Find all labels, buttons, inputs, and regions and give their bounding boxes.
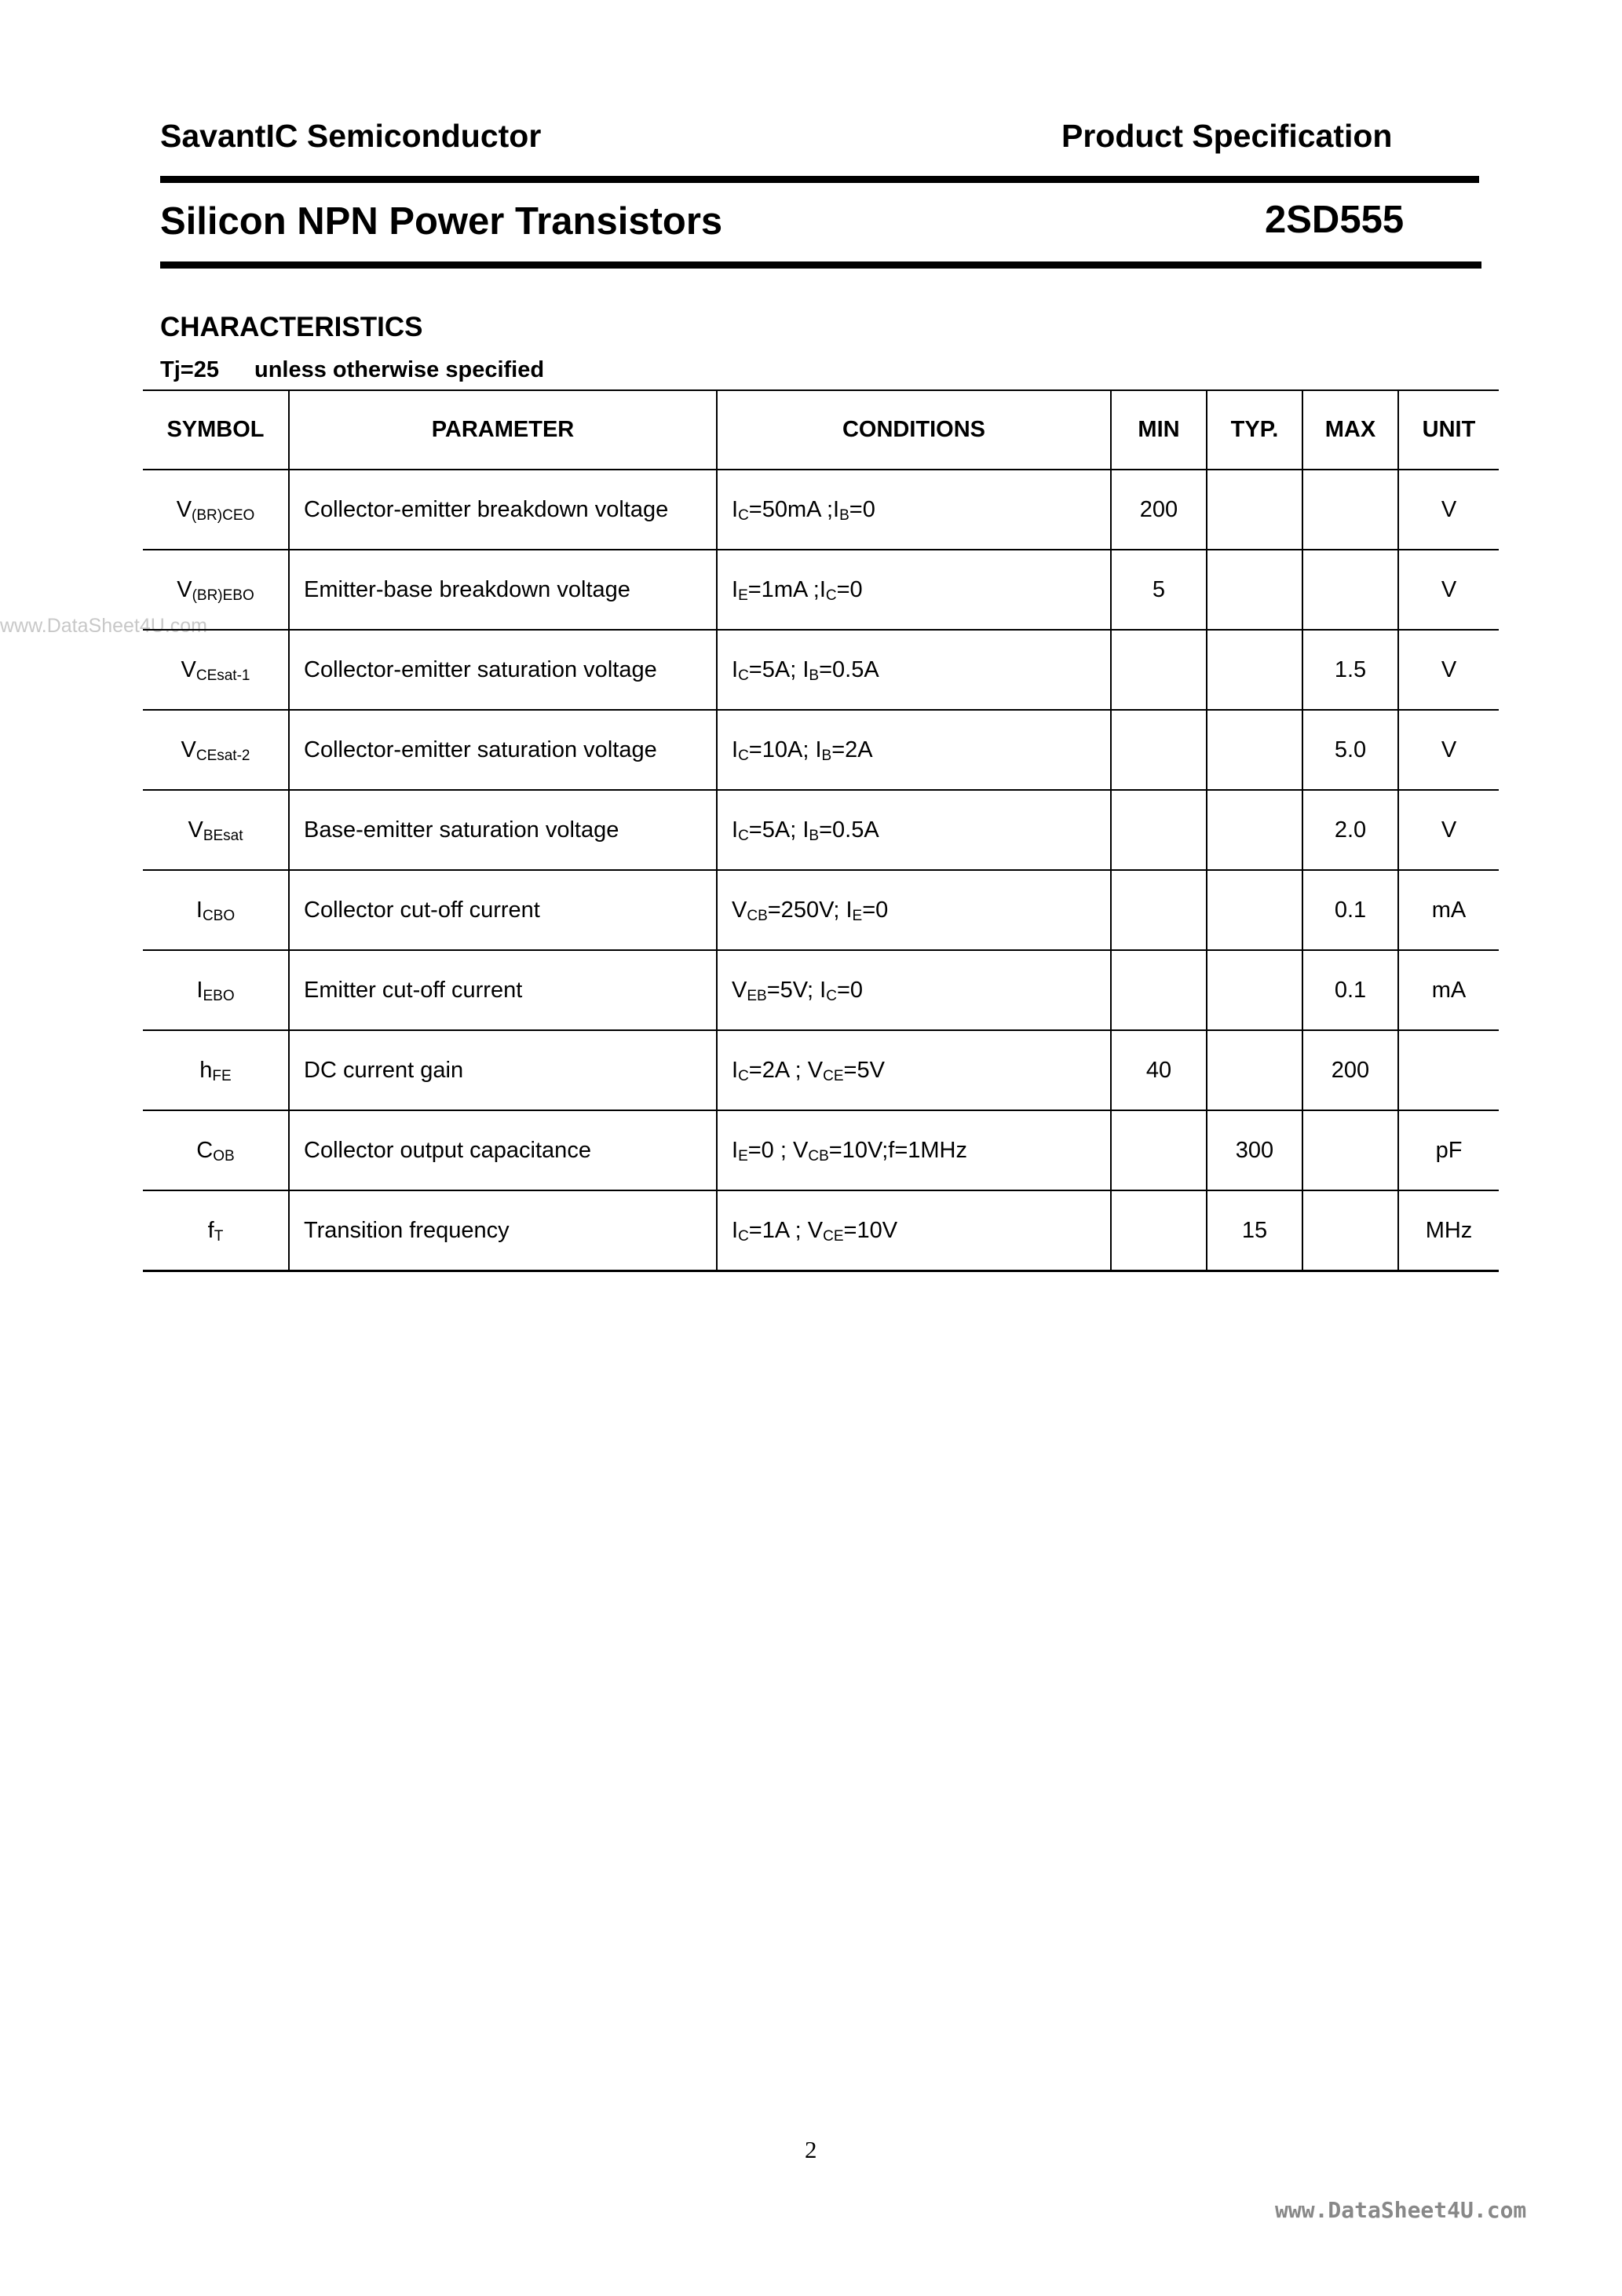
symbol-base: f (207, 1217, 214, 1243)
condition-symbol: I (820, 977, 827, 1003)
condition-value: =5V (843, 1057, 885, 1083)
parameter-cell: Base-emitter saturation voltage (289, 790, 717, 870)
min-cell (1111, 1110, 1207, 1190)
condition-symbol: I (732, 737, 739, 762)
condition-subscript: C (738, 827, 749, 844)
symbol-cell (143, 870, 289, 950)
footer-watermark[interactable]: www.DataSheet4U.com (1275, 2197, 1527, 2223)
symbol-subscript: CBO (202, 907, 236, 924)
unit-cell: mA (1398, 870, 1499, 950)
symbol-subscript: OB (213, 1147, 235, 1164)
table-row (143, 550, 1499, 630)
unit-cell (1398, 1030, 1499, 1110)
condition-value: =0 ; (747, 1137, 793, 1163)
conditions-cell (717, 550, 1111, 630)
min-cell (1111, 710, 1207, 790)
min-cell (1111, 1190, 1207, 1271)
symbol-subscript: EBO (203, 987, 235, 1004)
min-cell (1111, 630, 1207, 710)
symbol-base: V (181, 737, 196, 762)
table-row (143, 790, 1499, 870)
condition-value: =10A; (748, 737, 816, 762)
symbol-cell (143, 470, 289, 550)
table-row (143, 710, 1499, 790)
symbol-base: h (199, 1057, 213, 1083)
unit-cell: pF (1398, 1110, 1499, 1190)
condition-subscript: CB (747, 907, 768, 924)
symbol-base: V (177, 576, 192, 602)
parameter-cell: Transition frequency (289, 1190, 717, 1271)
condition-value: =5V; (766, 977, 820, 1003)
min-cell: 5 (1111, 550, 1207, 630)
side-watermark[interactable]: www.DataSheet4U.com (0, 615, 208, 637)
condition-symbol: V (793, 1137, 809, 1163)
symbol-subscript: CEsat-1 (195, 667, 250, 684)
condition-value: =5A; (748, 817, 803, 843)
conditions-cell (717, 870, 1111, 950)
table-row (143, 470, 1499, 550)
condition-value: =1A ; (748, 1217, 808, 1243)
table-row (143, 1190, 1499, 1271)
condition-symbol: I (732, 817, 739, 843)
condition-symbol: V (732, 897, 747, 923)
typ-cell (1207, 550, 1302, 630)
condition-subscript: C (738, 667, 749, 684)
min-cell: 200 (1111, 470, 1207, 550)
max-cell: 5.0 (1302, 710, 1398, 790)
table-header-row (143, 390, 1499, 470)
symbol-cell (143, 1110, 289, 1190)
condition-value: =10V;f=1MHz (828, 1137, 967, 1163)
typ-cell (1207, 630, 1302, 710)
table-row (143, 1110, 1499, 1190)
min-cell (1111, 950, 1207, 1030)
conditions-cell (717, 630, 1111, 710)
parameter-cell: Emitter-base breakdown voltage (289, 550, 717, 630)
condition-subscript: C (825, 587, 837, 604)
symbol-subscript: (BR)CEO (192, 506, 255, 524)
symbol-cell (143, 1030, 289, 1110)
condition-value: =0.5A (819, 656, 879, 682)
condition-symbol: I (846, 897, 853, 923)
condition-subscript: C (738, 506, 749, 524)
condition-note: unless otherwise specified (254, 357, 545, 382)
typ-cell (1207, 710, 1302, 790)
symbol-cell (143, 790, 289, 870)
condition-symbol: V (807, 1057, 824, 1083)
conditions-cell (717, 470, 1111, 550)
document-type: Product Specification (1061, 118, 1393, 154)
max-cell: 0.1 (1302, 950, 1398, 1030)
condition-value: =250V; (767, 897, 846, 923)
conditions-cell (717, 710, 1111, 790)
unit-cell: V (1398, 710, 1499, 790)
condition-value: =5A; (748, 656, 803, 682)
max-cell: 200 (1302, 1030, 1398, 1110)
max-cell: 1.5 (1302, 630, 1398, 710)
unit-cell: V (1398, 550, 1499, 630)
symbol-subscript: FE (212, 1067, 232, 1084)
unit-cell: mA (1398, 950, 1499, 1030)
conditions-cell (717, 950, 1111, 1030)
parameter-cell: DC current gain (289, 1030, 717, 1110)
typ-cell (1207, 1030, 1302, 1110)
condition-subscript: E (738, 1147, 748, 1164)
condition-subscript: B (809, 827, 820, 844)
parameter-cell: Collector output capacitance (289, 1110, 717, 1190)
condition-symbol: I (815, 737, 822, 762)
unit-cell: V (1398, 470, 1499, 550)
col-header-typ: TYP. (1207, 390, 1302, 470)
condition-subscript: CB (808, 1147, 829, 1164)
header-bottom-rule (160, 261, 1481, 269)
symbol-base: V (181, 656, 196, 682)
page-number: 2 (805, 2136, 817, 2163)
table-row (143, 1030, 1499, 1110)
typ-cell (1207, 870, 1302, 950)
condition-symbol: I (833, 496, 840, 522)
symbol-base: I (196, 977, 203, 1003)
condition-subscript: E (738, 587, 748, 604)
conditions-cell (717, 1110, 1111, 1190)
col-header-parameter: PARAMETER (289, 390, 717, 470)
condition-symbol: I (802, 817, 809, 843)
condition-subscript: C (738, 747, 749, 764)
condition-symbol: I (732, 1137, 739, 1163)
symbol-cell (143, 950, 289, 1030)
col-header-conditions: CONDITIONS (717, 390, 1111, 470)
part-number: 2SD555 (1265, 199, 1405, 241)
unit-cell: V (1398, 630, 1499, 710)
typ-cell: 15 (1207, 1190, 1302, 1271)
parameter-cell: Collector-emitter saturation voltage (289, 630, 717, 710)
table-row (143, 950, 1499, 1030)
max-cell (1302, 550, 1398, 630)
symbol-subscript: (BR)EBO (192, 587, 254, 604)
condition-value: =0 (836, 977, 864, 1003)
unit-cell: MHz (1398, 1190, 1499, 1271)
symbol-base: C (196, 1137, 214, 1163)
typ-cell (1207, 470, 1302, 550)
parameter-cell: Collector cut-off current (289, 870, 717, 950)
parameter-cell: Collector-emitter breakdown voltage (289, 470, 717, 550)
condition-symbol: I (732, 576, 739, 602)
condition-value: =0 (836, 576, 863, 602)
condition-subscript: E (852, 907, 863, 924)
temperature-condition: Tj=25 (160, 357, 219, 382)
condition-subscript: C (738, 1067, 749, 1084)
parameter-cell: Emitter cut-off current (289, 950, 717, 1030)
condition-subscript: CE (823, 1227, 844, 1245)
condition-subscript: CE (823, 1067, 844, 1084)
min-cell (1111, 790, 1207, 870)
max-cell: 2.0 (1302, 790, 1398, 870)
symbol-subscript: CEsat-2 (195, 747, 250, 764)
symbol-base: V (188, 817, 203, 843)
symbol-subscript: T (214, 1227, 224, 1245)
min-cell (1111, 870, 1207, 950)
unit-cell: V (1398, 790, 1499, 870)
condition-subscript: B (839, 506, 849, 524)
table-row (143, 870, 1499, 950)
symbol-base: I (195, 897, 203, 923)
condition-symbol: I (732, 1057, 739, 1083)
condition-value: =0 (849, 496, 875, 522)
header-top-rule (160, 176, 1479, 183)
condition-subscript: C (738, 1227, 749, 1245)
product-line-title: Silicon NPN Power Transistors (160, 200, 723, 243)
condition-symbol: I (819, 576, 826, 602)
symbol-cell (143, 1190, 289, 1271)
section-title: CHARACTERISTICS (160, 312, 423, 342)
condition-symbol: I (802, 656, 809, 682)
table-row (143, 630, 1499, 710)
condition-symbol: I (732, 1217, 739, 1243)
col-header-unit: UNIT (1398, 390, 1499, 470)
max-cell (1302, 470, 1398, 550)
col-header-min: MIN (1111, 390, 1207, 470)
symbol-subscript: BEsat (203, 827, 243, 844)
conditions-cell (717, 1190, 1111, 1271)
characteristics-table (143, 389, 1499, 1272)
condition-subscript: EB (747, 987, 767, 1004)
condition-symbol: V (807, 1217, 824, 1243)
condition-value: =2A (831, 737, 873, 762)
conditions-cell (717, 790, 1111, 870)
condition-subscript: B (821, 747, 832, 764)
col-header-symbol: SYMBOL (143, 390, 289, 470)
condition-subscript: C (826, 987, 837, 1004)
condition-subscript: B (809, 667, 820, 684)
condition-symbol: V (732, 977, 747, 1003)
condition-value: =1mA ; (747, 576, 820, 602)
condition-value: =2A ; (748, 1057, 808, 1083)
symbol-base: V (176, 496, 192, 522)
typ-cell: 300 (1207, 1110, 1302, 1190)
symbol-cell (143, 630, 289, 710)
parameter-cell: Collector-emitter saturation voltage (289, 710, 717, 790)
conditions-cell (717, 1030, 1111, 1110)
max-cell: 0.1 (1302, 870, 1398, 950)
condition-symbol: I (732, 656, 739, 682)
company-name: SavantIC Semiconductor (160, 118, 542, 154)
condition-value: =0.5A (819, 817, 879, 843)
condition-value: =0 (862, 897, 889, 923)
min-cell: 40 (1111, 1030, 1207, 1110)
condition-value: =10V (843, 1217, 898, 1243)
condition-value: =50mA ; (748, 496, 834, 522)
max-cell (1302, 1110, 1398, 1190)
typ-cell (1207, 790, 1302, 870)
max-cell (1302, 1190, 1398, 1271)
condition-symbol: I (732, 496, 739, 522)
typ-cell (1207, 950, 1302, 1030)
col-header-max: MAX (1302, 390, 1398, 470)
symbol-cell (143, 710, 289, 790)
symbol-cell (143, 550, 289, 630)
